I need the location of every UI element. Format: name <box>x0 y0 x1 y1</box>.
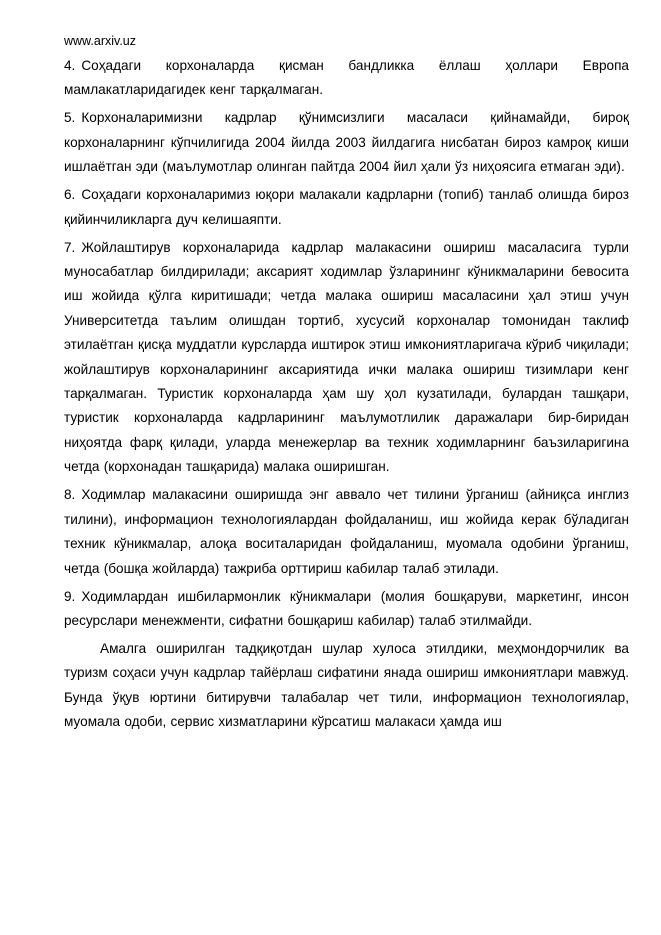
list-item-6 <box>64 183 629 232</box>
item-text: Соҳадаги корхоналарда қисман бандликка ёллаш ҳоллари Европа мамлакатларидагидек кенг тарқалмаган. <box>64 58 629 98</box>
item-number: 5. <box>64 110 76 126</box>
item-text: Корхоналаримизни кадрлар қўнимсизлиги масаласи қийнамайди, бироқ корхоналарнинг кўпчилигида 2004 йилда 2003 йилдагига нисбатан бироз камроқ киши ишлаётган эди (маълумотлар олинган пайтда 2004 йил ҳали ўз ниҳоясига етмаган эди). <box>64 110 629 175</box>
item-text: Жойлаштирув корхоналарида кадрлар малакасини ошириш масаласига турли муносабатлар билдирилади; аксарият ходимлар ўзларининг кўникмаларини бевосита иш жойида қўлга киритишади; четда малака ошириш масаласини ҳал этиш учун Университетда таълим олишдан тортиб, хусусий корхоналар томонидан таклиф этилаётган қисқа муддатли курсларда иштирок этиш имкониятларигача кўриб чиқилади; жойлаштирув корхоналарининг аксариятида ички малака ошириш тизимлари кенг тарқалмаган. Туристик корхоналарда ҳам шу ҳол кузатилади, булардан ташқари, туристик корхоналарда кадрларининг маълумотлилик даражалари бир-биридан ниҳоятда фарқ қилади, уларда менежерлар ва техник ходимларнинг баъзиларигина четда (корхонадан ташқарида) малака оширишган. <box>64 239 629 475</box>
item-number: 7. <box>64 239 76 255</box>
item-text: Ходимлар малакасини оширишда энг аввало чет тилини ўрганиш (айниқса инглиз тилини), информацион технологиялардан фойдаланиш, иш жойида керак бўладиган техник кўникмалар, алоқа воситаларидан фойдаланиш, муомала одобини ўрганиш, четда (бошқа жойларда) тажриба орттириш кабилар талаб этилади. <box>64 487 629 576</box>
document-page <box>64 33 629 738</box>
list-item-5 <box>64 106 629 179</box>
list-item-4 <box>64 54 629 103</box>
item-number: 8. <box>64 487 76 503</box>
source-url: www.arxiv.uz <box>64 34 137 48</box>
list-item-8 <box>64 483 629 581</box>
item-number: 9. <box>64 588 76 604</box>
item-number: 4. <box>64 58 76 73</box>
closing-paragraph: Амалга оширилган тадқиқотдан шулар хулоса этилдики, меҳмондорчилик ва туризм соҳаси учун кадрлар тайёрлаш сифатини янада ошириш имкониятлари мавжуд. Бунда ўқув юртини битирувчи талабалар чет тили, информацион технологиялар, муомала одоби, сервис хизматларини кўрсатиш малакаси ҳамда иш <box>64 640 629 730</box>
item-text: Ходимлардан ишбилармонлик кўникмалари (молия бошқаруви, маркетинг, инсон ресурслари менежменти, сифатни бошқариш кабилар) талаб этилмайди. <box>64 588 629 628</box>
item-text: Соҳадаги корхоналаримиз юқори малакали кадрларни (топиб) танлаб олишда бироз қийинчиликларга дуч келишаяпти. <box>64 187 629 227</box>
list-item-9 <box>64 585 629 634</box>
item-number: 6. <box>64 187 76 203</box>
list-item-7 <box>64 236 629 480</box>
